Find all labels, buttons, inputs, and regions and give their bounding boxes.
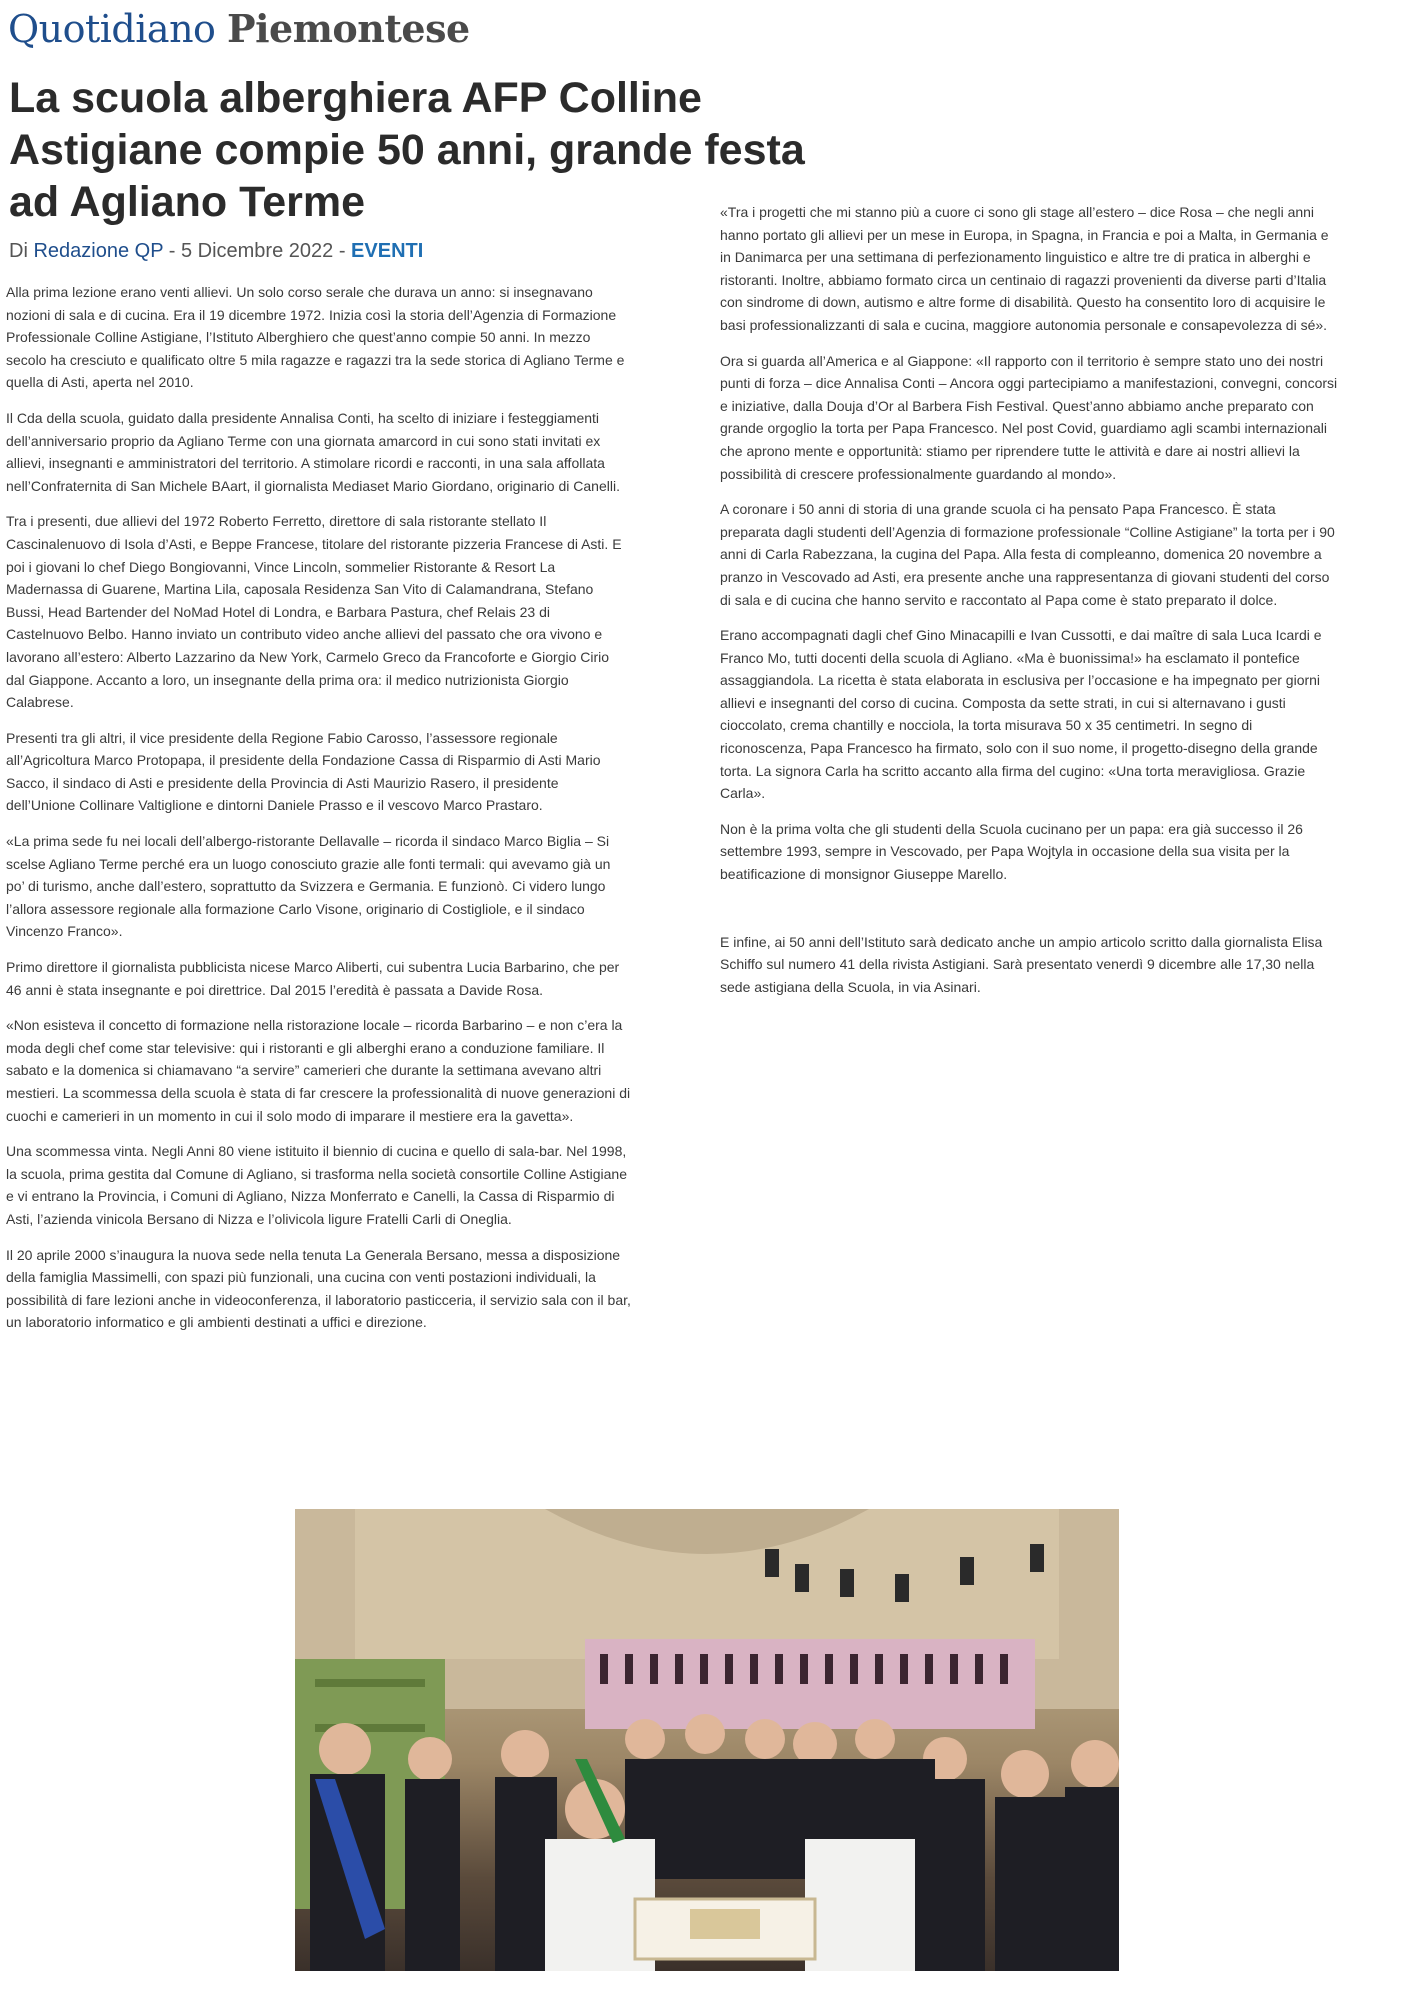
article-paragraph: A coronare i 50 anni di storia di una grande scuola ci ha pensato Papa Francesco. È stata preparata dagli studenti dell’Agenzia di formazione professionale “Colline Astigiane” la torta per i 90 anni di Carla Rabezzana, la cugina del Papa. Alla festa di compleanno, domenica 20 novembre a pranzo in Vescovado ad Asti, era presente anche una rappresentanza di giovani studenti del corso di sala e di cucina che hanno servito e raccontato al Papa come è stato preparato il dolce. xyxy=(720,501,1335,608)
article-paragraph: Alla prima lezione erano venti allievi. Un solo corso serale che durava un anno: si insegnavano nozioni di sala e di cucina. Era il 19 dicembre 1972. Inizia così la storia dell’Agenzia di Formazione Professionale Colline Astigiane, l’Istituto Alberghiero che quest’anno compie 50 anni. In mezzo secolo ha cresciuto e qualificato oltre 5 mila ragazze e ragazzi tra la sede storica di Agliano Terme e quella di Asti, aperta nel 2010. xyxy=(6,284,625,391)
article-body-right-column xyxy=(720,201,1338,1011)
article-photo-illustration xyxy=(295,1509,1119,1971)
byline-separator: - xyxy=(163,240,181,262)
article-paragraph: Erano accompagnati dagli chef Gino Minacapilli e Ivan Cussotti, e dai maître di sala Luca Icardi e Franco Mo, tutti docenti della scuola di Agliano. «Ma è buonissima!» ha esclamato il pontefice assaggiandola. La ricetta è stata elaborata in esclusiva per l’occasione e ha impegnato per giorni allievi e insegnanti del corso di cucina. Composta da sette strati, in cui si alternavano i gusti cioccolato, crema chantilly e nocciola, la torta misurava 50 x 35 centimetri. In segno di riconoscenza, Papa Francesco ha firmato, solo con il suo nome, il progetto-disegno della grande torta. La signora Carla ha scritto accanto alla firma del cugino: «Una torta meravigliosa. Grazie Carla». xyxy=(720,627,1322,802)
masthead-part2: Piemontese xyxy=(227,6,470,51)
article-paragraph: E infine, ai 50 anni dell’Istituto sarà dedicato anche un ampio articolo scritto dalla giornalista Elisa Schiffo sul numero 41 della rivista Astigiani. Sarà presentato venerdì 9 dicembre alle 17,30 nella sede astigiana della Scuola, in via Asinari. xyxy=(720,933,1323,995)
article-paragraph: Una scommessa vinta. Negli Anni 80 viene istituito il biennio di cucina e quello di sala-bar. Nel 1998, la scuola, prima gestita dal Comune di Agliano, si trasforma nella società consortile Colline Astigiane e vi entrano la Provincia, i Comuni di Agliano, Nizza Monferrato e Canelli, la Cassa di Risparmio di Asti, l’azienda vinicola Bersano di Nizza e l’olivicola ligure Fratelli Carli di Oneglia. xyxy=(6,1143,627,1227)
article-paragraph: «Non esisteva il concetto di formazione nella ristorazione locale – ricorda Barbarino – e non c’era la moda degli chef come star televisive: qui i ristoranti e gli alberghi erano a conduzione familiare. Il sabato e la domenica si chiamavano “a servire” camerieri che durante la settimana avevano altri mestieri. La scommessa della scuola è stata di far crescere la professionalità di nuove generazioni di cuochi e camerieri in un momento in cui il solo modo di imparare il mestiere era la gavetta». xyxy=(6,1017,631,1124)
byline-category-link[interactable]: EVENTI xyxy=(351,240,424,262)
article-paragraph: Ora si guarda all’America e al Giappone: «Il rapporto con il territorio è sempre stato uno dei nostri punti di forza – dice Annalisa Conti – Ancora oggi partecipiamo a manifestazioni, convegni, concorsi e iniziative, dalla Douja d’Or al Barbera Fish Festival. Quest’anno abbiamo anche preparato con grande orgoglio la torta per Papa Francesco. Nel post Covid, guardiamo agli scambi internazionali che aprono mente e opportunità: stiamo per riprendere tutte le attività e dare ai nostri allievi la possibilità di crescere professionalmente guardando al mondo». xyxy=(720,352,1338,482)
article-paragraph: «Tra i progetti che mi stanno più a cuore ci sono gli stage all’estero – dice Rosa – che negli anni hanno portato gli allievi per un mese in Europa, in Spagna, in Francia e poi a Malta, in Germania e in Danimarca per una settimana di perfezionamento linguistico e altre tre di pratica in alberghi e ristoranti. Inoltre, abbiamo formato circa un centinaio di ragazzi provenienti da diverse parti d’Italia con sindrome di down, autismo e altre forme di disabilità. Questo ha consentito loro di acquisire le basi professionalizzanti di sala e cucina, maggiore autonomia personale e consapevolezza di sé». xyxy=(720,204,1329,333)
masthead-part1: Quotidiano xyxy=(8,7,216,51)
article-title: La scuola alberghiera AFP Colline Astigiane compie 50 anni, grande festa ad Agliano Terme xyxy=(9,74,805,226)
byline-prefix: Di xyxy=(9,240,34,262)
article-paragraph: «La prima sede fu nei locali dell’albergo-ristorante Dellavalle – ricorda il sindaco Marco Biglia – Si scelse Agliano Terme perché era un luogo conosciuto grazie alle fonti termali: qui avevamo già un po’ di turismo, anche dall’estero, soprattutto da Svizzera e Germania. E funzionò. Ci videro lungo l’allora assessore regionale alla formazione Carlo Visone, originario di Costigliole, e il sindaco Vincenzo Franco». xyxy=(6,833,611,940)
byline-date: 5 Dicembre 2022 xyxy=(180,240,334,262)
paragraph-spacer xyxy=(720,899,1338,931)
article-paragraph: Il 20 aprile 2000 s’inaugura la nuova sede nella tenuta La Generala Bersano, messa a disposizione della famiglia Massimelli, con spazi più funzionali, una cucina con venti postazioni individuali, la possibilità di fare lezioni anche in videoconferenza, il laboratorio pasticceria, il servizio sala con il bar, un laboratorio informatico e gli ambienti destinati a uffici e direzione. xyxy=(6,1246,631,1331)
article-paragraph: Presenti tra gli altri, il vice presidente della Regione Fabio Carosso, l’assessore regionale all’Agricoltura Marco Protopapa, il presidente della Fondazione Cassa di Risparmio di Asti Mario Sacco, il sindaco di Asti e presidente della Provincia di Asti Maurizio Rasero, il presidente dell’Unione Collinare Valtiglione e dintorni Daniele Prasso e il vescovo Marco Prastaro. xyxy=(6,729,601,814)
article-paragraph: Il Cda della scuola, guidato dalla presidente Annalisa Conti, ha scelto di iniziare i festeggiamenti dell’anniversario proprio da Agliano Terme con una giornata amarcord in cui sono stati invitati ex allievi, insegnanti e amministratori del territorio. A stimolare ricordi e racconti, in una sala affollata nell’Confraternita di San Michele BAart, il giornalista Mediaset Mario Giordano, originario di Canelli. xyxy=(6,409,620,494)
byline-separator: - xyxy=(333,240,352,262)
article-body-left-column xyxy=(6,281,631,1347)
article-photo xyxy=(295,1509,1119,1971)
article-paragraph: Primo direttore il giornalista pubblicista nicese Marco Aliberti, cui subentra Lucia Barbarino, che per 46 anni è stata insegnante e poi direttrice. Dal 2015 l’eredità è passata a Davide Rosa. xyxy=(6,959,620,998)
article-byline xyxy=(9,240,423,263)
masthead-logo[interactable] xyxy=(8,6,470,51)
byline-author-link[interactable]: Redazione QP xyxy=(33,240,164,262)
article-paragraph: Non è la prima volta che gli studenti della Scuola cucinano per un papa: era già successo il 26 settembre 1993, sempre in Vescovado, per Papa Wojtyla in occasione della sua visita per la beatificazione di monsignor Giuseppe Marello. xyxy=(720,820,1303,883)
article-paragraph: Tra i presenti, due allievi del 1972 Roberto Ferretto, direttore di sala ristorante stellato Il Cascinalenuovo di Isola d’Asti, e Beppe Francese, titolare del ristorante pizzeria Francese di Asti. E poi i giovani lo chef Diego Bongiovanni, Vince Lincoln, sommelier Ristorante & Resort La Madernassa di Guarene, Martina Lila, caposala Residenza San Vito di Calamandrana, Stefano Bussi, Head Bartender del NoMad Hotel di Londra, e Barbara Pastura, chef Relais 23 di Castelnuovo Belbo. Hanno inviato un contributo video anche allievi del passato che ora vivono e lavorano all’estero: Alberto Lazzarino da New York, Carmelo Greco da Francoforte e Giorgio Cirio dal Giappone. Accanto a loro, un insegnante della prima ora: il medico nutrizionista Giorgio Calabrese. xyxy=(6,513,622,711)
